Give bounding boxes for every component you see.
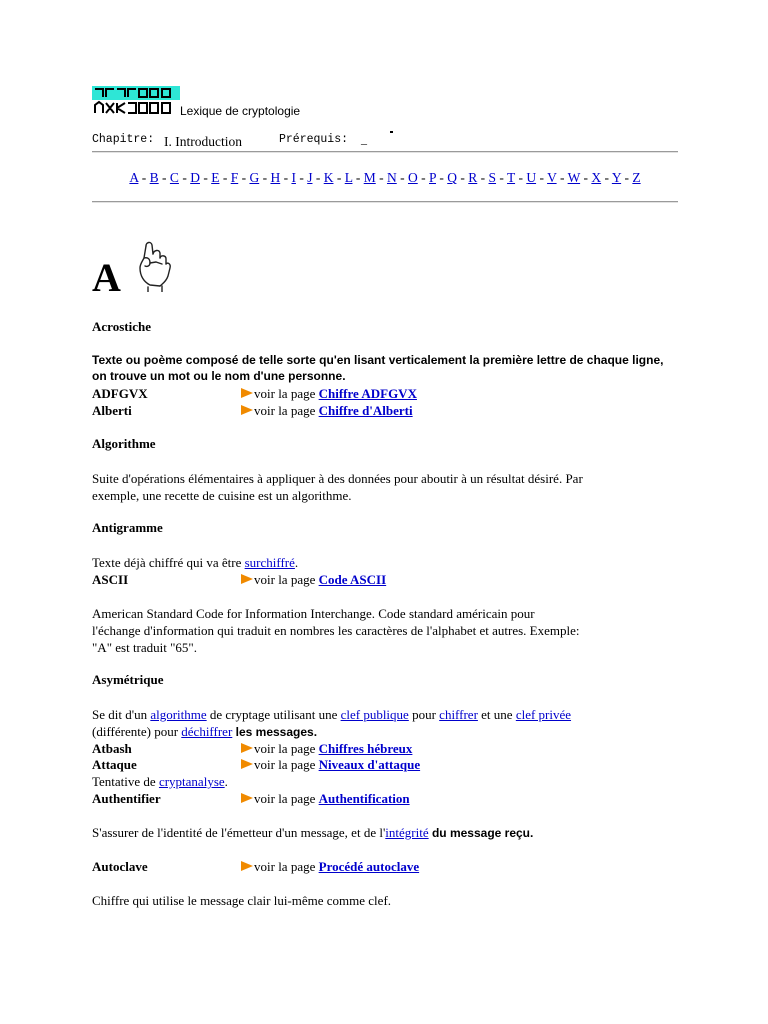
- definition-autoclave: Chiffre qui utilise le message clair lui-même comme clef.: [92, 893, 392, 908]
- link-chiffre-alberti[interactable]: Chiffre d'Alberti: [318, 403, 413, 418]
- section-letter: A: [92, 255, 121, 300]
- alphabet-separator: -: [312, 170, 324, 185]
- alphabet-link-a[interactable]: A: [129, 170, 139, 185]
- alphabet-separator: -: [333, 170, 345, 185]
- alphabet-separator: -: [352, 170, 364, 185]
- def-line: American Standard Code for Information Interchange. Code standard américain pour: [92, 606, 535, 621]
- arrow-icon: [240, 860, 254, 872]
- link-integrite[interactable]: intégrité: [385, 825, 429, 840]
- alphabet-separator: -: [621, 170, 633, 185]
- alphabet-link-f[interactable]: F: [230, 170, 239, 185]
- term-algorithme: Algorithme: [92, 436, 156, 451]
- alphabet-separator: -: [178, 170, 191, 185]
- see-text: voir la page: [254, 403, 316, 418]
- prereq-value[interactable]: _: [361, 132, 367, 146]
- term-attaque: Attaque: [92, 757, 137, 772]
- alphabet-link-o[interactable]: O: [407, 170, 418, 185]
- link-niveaux-attaque[interactable]: Niveaux d'attaque: [318, 757, 421, 772]
- link-dechiffrer[interactable]: déchiffrer: [181, 724, 233, 739]
- alphabet-link-b[interactable]: B: [149, 170, 159, 185]
- alphabet-separator: -: [536, 170, 548, 185]
- link-clef-privee[interactable]: clef privée: [515, 707, 572, 722]
- entry-ascii: [92, 571, 387, 588]
- def-text: .: [224, 774, 228, 789]
- def-line: Texte ou poème composé de telle sorte qu'en lisant verticalement la première lettre de chaque ligne,: [92, 353, 664, 367]
- chapter-label: Chapitre:: [92, 133, 155, 146]
- def-text: pour: [408, 707, 440, 722]
- see-text: voir la page: [254, 572, 316, 587]
- alphabet-separator: -: [219, 170, 231, 185]
- alphabet-link-i[interactable]: I: [291, 170, 296, 185]
- def-text: et une: [477, 707, 516, 722]
- alphabet-separator: -: [396, 170, 408, 185]
- alphabet-separator: -: [375, 170, 387, 185]
- alphabet-link-z[interactable]: Z: [632, 170, 641, 185]
- term-asymetrique: Asymétrique: [92, 672, 164, 687]
- arrow-icon: [240, 758, 254, 770]
- link-chiffre-adfgvx[interactable]: Chiffre ADFGVX: [318, 386, 417, 401]
- hand-sign-icon: [136, 240, 172, 292]
- entry-adfgvx: [92, 385, 417, 402]
- alphabet-separator: -: [477, 170, 489, 185]
- entry-attaque: [92, 756, 421, 773]
- dot-mark: [390, 131, 393, 133]
- link-surchiffre[interactable]: surchiffré: [244, 555, 295, 570]
- alphabet-link-p[interactable]: P: [428, 170, 436, 185]
- alphabet-link-k[interactable]: K: [323, 170, 334, 185]
- term-acrostiche: Acrostiche: [92, 319, 151, 334]
- def-text: les messages.: [232, 725, 318, 739]
- alphabet-link-d[interactable]: D: [190, 170, 200, 185]
- term-adfgvx: ADFGVX: [92, 386, 148, 401]
- definition-ascii: [92, 605, 682, 656]
- def-line: l'échange d'information qui traduit en nombres les caractères de l'alphabet et autres. Exemple:: [92, 623, 580, 638]
- alphabet-separator: -: [436, 170, 448, 185]
- alphabet-link-l[interactable]: L: [344, 170, 353, 185]
- entry-atbash: [92, 740, 413, 757]
- arrow-icon: [240, 792, 254, 804]
- alphabet-link-t[interactable]: T: [507, 170, 516, 185]
- alphabet-separator: -: [601, 170, 612, 185]
- bottom-divider: [92, 201, 678, 203]
- lexique-logo: [92, 86, 180, 116]
- see-text: voir la page: [254, 791, 316, 806]
- term-ascii: ASCII: [92, 572, 129, 587]
- definition-attaque: [92, 773, 682, 790]
- term-alberti: Alberti: [92, 403, 132, 418]
- link-algorithme[interactable]: algorithme: [150, 707, 207, 722]
- alphabet-link-m[interactable]: M: [363, 170, 376, 185]
- entry-alberti: [92, 402, 413, 419]
- link-chiffres-hebreux[interactable]: Chiffres hébreux: [318, 741, 413, 756]
- entry-autoclave: [92, 858, 420, 875]
- alphabet-separator: -: [158, 170, 170, 185]
- link-chiffrer[interactable]: chiffrer: [439, 707, 478, 722]
- see-text: voir la page: [254, 859, 316, 874]
- def-text: (différente) pour: [92, 724, 182, 739]
- definition-acrostiche: [92, 352, 682, 384]
- definition-asymetrique: [92, 706, 682, 741]
- alphabet-separator: -: [457, 170, 469, 185]
- definition-antigramme: [92, 554, 682, 571]
- alphabet-link-e[interactable]: E: [211, 170, 220, 185]
- term-autoclave: Autoclave: [92, 859, 148, 874]
- see-text: voir la page: [254, 757, 316, 772]
- def-text: Se dit d'un: [92, 707, 151, 722]
- alphabet-separator: -: [580, 170, 592, 185]
- alphabet-link-r[interactable]: R: [468, 170, 478, 185]
- alphabet-link-x[interactable]: X: [591, 170, 602, 185]
- def-text: Texte déjà chiffré qui va être: [92, 555, 245, 570]
- see-text: voir la page: [254, 741, 316, 756]
- arrow-icon: [240, 742, 254, 754]
- chapter-value[interactable]: I. Introduction: [164, 134, 242, 149]
- definition-authentifier: [92, 824, 682, 842]
- alphabet-link-h[interactable]: H: [270, 170, 281, 185]
- arrow-icon: [240, 573, 254, 585]
- def-line: Suite d'opérations élémentaires à appliquer à des données pour aboutir à un résultat désiré. Par: [92, 471, 583, 486]
- def-line: exemple, une recette de cuisine est un algorithme.: [92, 488, 352, 503]
- term-antigramme: Antigramme: [92, 520, 163, 535]
- see-text: voir la page: [254, 386, 316, 401]
- def-text: S'assurer de l'identité de l'émetteur d'un message, et de l': [92, 825, 386, 840]
- alphabet-separator: -: [259, 170, 271, 185]
- alphabet-separator: -: [556, 170, 568, 185]
- alphabet-separator: -: [138, 170, 150, 185]
- alphabet-link-y[interactable]: Y: [611, 170, 622, 185]
- top-divider: [92, 151, 678, 153]
- alphabet-separator: -: [496, 170, 508, 185]
- alphabet-separator: -: [199, 170, 212, 185]
- link-authentification[interactable]: Authentification: [318, 791, 410, 806]
- alphabet-link-w[interactable]: W: [567, 170, 581, 185]
- document-title: Lexique de cryptologie: [180, 104, 301, 118]
- def-text: Tentative de: [92, 774, 159, 789]
- arrow-icon: [240, 404, 254, 416]
- alphabet-link-g[interactable]: G: [249, 170, 260, 185]
- alphabet-separator: -: [515, 170, 527, 185]
- link-procede-autoclave[interactable]: Procédé autoclave: [318, 859, 420, 874]
- arrow-icon: [240, 387, 254, 399]
- alphabet-separator: -: [280, 170, 292, 185]
- def-text: .: [294, 555, 299, 570]
- alphabet-link-v[interactable]: V: [547, 170, 557, 185]
- definition-algorithme: [92, 470, 682, 504]
- entry-authentifier: [92, 790, 410, 807]
- def-text: du message reçu.: [428, 826, 534, 840]
- link-clef-publique[interactable]: clef publique: [340, 707, 409, 722]
- alphabet-link-s[interactable]: S: [488, 170, 497, 185]
- term-authentifier: Authentifier: [92, 791, 161, 806]
- alphabet-separator: -: [417, 170, 429, 185]
- alphabet-nav: [92, 170, 678, 186]
- alphabet-link-c[interactable]: C: [169, 170, 179, 185]
- alphabet-separator: -: [295, 170, 308, 185]
- alphabet-link-n[interactable]: N: [386, 170, 397, 185]
- term-atbash: Atbash: [92, 741, 132, 756]
- link-cryptanalyse[interactable]: cryptanalyse: [158, 774, 225, 789]
- link-code-ascii[interactable]: Code ASCII: [318, 572, 387, 587]
- def-line: on trouve un mot ou le nom d'une personne.: [92, 369, 346, 383]
- prereq-label: Prérequis:: [279, 133, 349, 146]
- def-line: "A" est traduit "65".: [92, 640, 197, 655]
- alphabet-separator: -: [238, 170, 250, 185]
- alphabet-link-q[interactable]: Q: [447, 170, 457, 185]
- def-text: de cryptage utilisant une: [206, 707, 341, 722]
- alphabet-link-j[interactable]: J: [307, 170, 313, 185]
- alphabet-link-u[interactable]: U: [526, 170, 537, 185]
